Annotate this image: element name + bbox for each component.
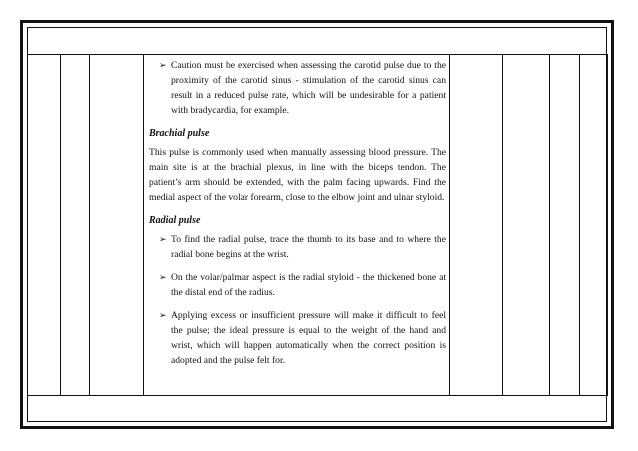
- radial-bullet-item: [149, 232, 446, 262]
- radial-bullet-item: [149, 308, 446, 368]
- table-cell-empty: [550, 55, 580, 396]
- bullet-arrow-icon: ➢: [159, 272, 167, 282]
- bullet-arrow-icon: ➢: [159, 310, 167, 320]
- table-cell-empty: [450, 55, 503, 396]
- main-content: [144, 55, 449, 368]
- table-cell-empty: [28, 55, 61, 396]
- content-table: [27, 54, 608, 396]
- table-cell-empty: [503, 55, 550, 396]
- radial-pulse-heading: Radial pulse: [149, 215, 201, 226]
- brachial-pulse-text: This pulse is commonly used when manually assessing blood pressure. The main site is at the brachial plexus, in line with the biceps tendon. The patient’s arm should be extended, with the palm facing upwards. Find the medial aspect of the volar forearm, close to the elbow joint and ulnar styloid.: [149, 147, 446, 203]
- table-cell-empty: [90, 55, 144, 396]
- radial-bullet-text: Applying excess or insufficient pressure will make it difficult to feel the pulse; the ideal pressure is equal to the weight of the hand and wrist, which will happen automatically when the correct position is adopted and the pulse felt for.: [171, 310, 446, 366]
- bullet-arrow-icon: ➢: [159, 234, 167, 244]
- carotid-caution-item: [149, 58, 446, 118]
- carotid-caution-text: Caution must be exercised when assessing the carotid pulse due to the proximity of the carotid sinus - stimulation of the carotid sinus can result in a reduced pulse rate, which will be undesirable for a patient with bradycardia, for example.: [171, 60, 446, 116]
- radial-bullet-text: On the volar/palmar aspect is the radial styloid - the thickened bone at the distal end of the radius.: [171, 272, 446, 298]
- table-cell-empty: [61, 55, 90, 396]
- table-cell-empty: [580, 55, 608, 396]
- table-row: [28, 55, 608, 396]
- brachial-pulse-heading: Brachial pulse: [149, 128, 210, 139]
- main-content-cell: [144, 55, 450, 396]
- radial-bullet-text: To find the radial pulse, trace the thumb to its base and to where the radial bone begins at the wrist.: [171, 234, 446, 260]
- bullet-arrow-icon: ➢: [159, 60, 167, 70]
- radial-bullet-item: [149, 270, 446, 300]
